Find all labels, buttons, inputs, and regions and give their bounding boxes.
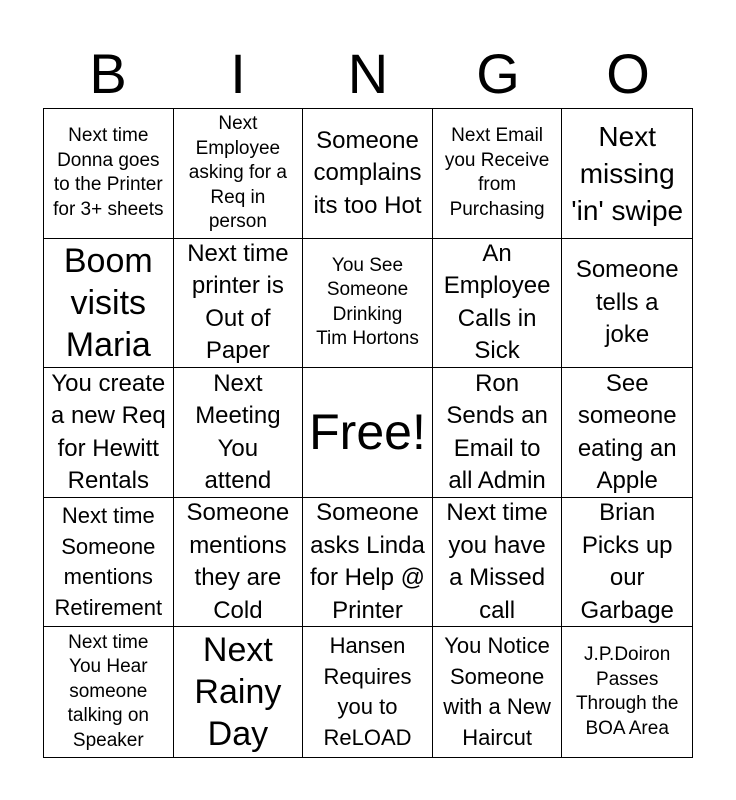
bingo-cell[interactable] — [433, 109, 563, 239]
bingo-cell[interactable] — [562, 498, 692, 628]
free-space-text: Free! — [309, 404, 426, 461]
bingo-cell[interactable] — [174, 368, 304, 498]
bingo-cell[interactable] — [433, 239, 563, 369]
bingo-cell-text: Next Rainy Day — [194, 631, 282, 754]
bingo-cell[interactable] — [562, 239, 692, 369]
bingo-cell[interactable] — [433, 368, 563, 498]
header-letter-g: G — [476, 42, 520, 105]
bingo-cell[interactable] — [562, 368, 692, 498]
bingo-cell-text: Someone tells a joke — [575, 256, 679, 349]
bingo-cell-text: You See Someone Drinking Tim Hortons — [316, 254, 419, 350]
bingo-cell-text: Someone mentions they are Cold — [186, 499, 290, 624]
bingo-cell[interactable] — [44, 368, 174, 498]
header-letter-o: O — [606, 42, 650, 105]
bingo-cell[interactable] — [303, 498, 433, 628]
bingo-cell-text: Someone asks Linda for Help @ Printer — [309, 499, 426, 624]
bingo-cell[interactable] — [44, 109, 174, 239]
bingo-cell-text: Next missing 'in' swipe — [571, 120, 684, 226]
free-space[interactable] — [303, 368, 433, 498]
bingo-cell-text: Next time You Hear someone talking on Speaker — [67, 631, 149, 751]
bingo-cell[interactable] — [303, 627, 433, 757]
bingo-cell[interactable] — [562, 627, 692, 757]
bingo-cell[interactable] — [44, 498, 174, 628]
bingo-cell[interactable] — [174, 627, 304, 757]
bingo-cell-text: Boom visits Maria — [63, 241, 153, 364]
bingo-cell-text: Ron Sends an Email to all Admin — [446, 369, 548, 494]
bingo-cell[interactable] — [174, 498, 304, 628]
bingo-board — [43, 108, 693, 758]
bingo-cell[interactable] — [174, 239, 304, 369]
bingo-cell-text: Next time Someone mentions Retirement — [54, 503, 163, 620]
bingo-cell[interactable] — [44, 239, 174, 369]
header-letter-n: N — [347, 42, 389, 105]
bingo-cell-text: Next Employee asking for a Req in person — [188, 113, 287, 233]
bingo-cell-text: Next time printer is Out of Paper — [187, 239, 289, 365]
bingo-cell-text: Next Email you Receive from Purchasing — [444, 125, 550, 220]
bingo-cell[interactable] — [44, 627, 174, 757]
bingo-header — [43, 40, 693, 108]
bingo-cell[interactable] — [433, 498, 563, 628]
bingo-cell-text: J.P.Doiron Passes Through the BOA Area — [575, 644, 679, 739]
header-letter-b: B — [89, 42, 127, 105]
bingo-cell-text: Someone complains its too Hot — [313, 126, 422, 219]
bingo-cell-text: Brian Picks up our Garbage — [580, 499, 674, 624]
bingo-cell-text: Hansen Requires you to ReLOAD — [323, 633, 412, 750]
bingo-cell-text: You Notice Someone with a New Haircut — [443, 633, 551, 750]
bingo-cell-text: See someone eating an Apple — [577, 369, 677, 494]
bingo-cell-text: An Employee Calls in Sick — [443, 239, 551, 365]
header-letter-i: I — [230, 42, 246, 105]
bingo-cell[interactable] — [433, 627, 563, 757]
bingo-cell-text: Next time Donna goes to the Printer for 3+ sheets — [53, 125, 164, 220]
bingo-cell[interactable] — [174, 109, 304, 239]
bingo-cell-text: Next time you have a Missed call — [446, 499, 548, 624]
bingo-cell[interactable] — [303, 239, 433, 369]
bingo-cell-text: You create a new Req for Hewitt Rentals — [50, 369, 166, 494]
bingo-cell-text: Next Meeting You attend — [195, 369, 281, 494]
bingo-cell[interactable] — [562, 109, 692, 239]
bingo-cell[interactable] — [303, 109, 433, 239]
